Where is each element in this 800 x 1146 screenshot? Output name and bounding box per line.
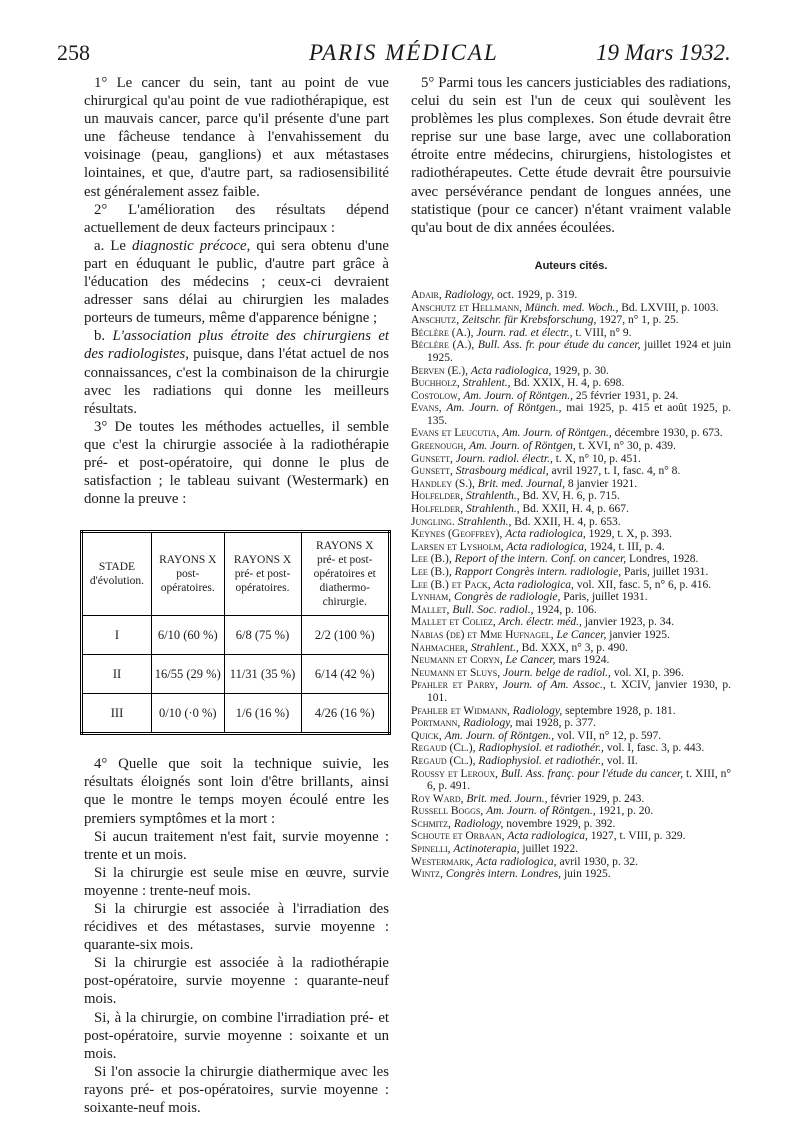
- reference-journal: Acta radiologica,: [493, 578, 574, 591]
- reference-item: [411, 730, 731, 743]
- reference-author: Lee (B.),: [411, 566, 452, 578]
- reference-details: Bd. XXII, H. 4, p. 667.: [522, 503, 629, 516]
- table-cell: 1/6 (16 %): [224, 694, 301, 734]
- reference-journal: Bull. Ass. franç. pour l'étude du cancer,: [500, 767, 684, 780]
- reference-journal: Journ. belge de radiol.,: [502, 666, 611, 679]
- reference-item: [411, 289, 731, 302]
- reference-journal: Bull. Ass. fr. pour étude du cancer,: [477, 339, 641, 352]
- reference-item: [411, 768, 731, 793]
- header-rx-diathermo-title: RAYONS X: [316, 540, 374, 553]
- reference-author: Greenough,: [411, 440, 467, 453]
- reference-item: [411, 402, 731, 427]
- header-rx-pre-post: [224, 532, 301, 616]
- reference-item: [411, 843, 731, 856]
- left-column: [84, 74, 389, 1117]
- header-stade-title: STADE: [98, 561, 136, 574]
- reference-journal: Radiophysiol. et radiothér.,: [478, 754, 604, 767]
- reference-author: Neumann et Coryn,: [411, 654, 503, 667]
- reference-author: Westermark,: [411, 855, 474, 868]
- reference-author: Gunsett,: [411, 452, 453, 465]
- reference-item: [411, 856, 731, 869]
- reference-item: [411, 478, 731, 491]
- reference-journal: Rapport Congrès intern. radiologie,: [454, 566, 622, 578]
- reference-item: [411, 604, 731, 617]
- reference-author: Béclère (A.),: [411, 326, 474, 339]
- reference-item: [411, 679, 731, 704]
- reference-journal: Strahlent.,: [462, 377, 511, 390]
- p3-rest: , qui sera obtenu d'une part en éduquant le public, d'autre part grâce à l'éducation des médecins ; ceux-ci devraient adresser sans délai au chirurgien les malades porteurs de tumeurs, même d'apparence bénigne ;: [84, 237, 389, 327]
- reference-author: Evans,: [411, 402, 442, 415]
- reference-details: 1927, t. VIII, p. 329.: [590, 830, 686, 843]
- reference-author: Nabias (de) et Mme Hufnagel,: [411, 628, 554, 641]
- p4-lead: b.: [94, 328, 113, 345]
- reference-author: Schoute et Orbaan,: [411, 830, 505, 843]
- reference-details: vol. XII, fasc. 5, n° 6, p. 416.: [576, 578, 712, 591]
- reference-details: vol. II.: [606, 754, 638, 767]
- reference-details: juin 1925.: [563, 868, 611, 881]
- reference-author: Nahmacher,: [411, 641, 468, 654]
- reference-details: t. XCIV, janvier 1930, p. 101.: [427, 679, 731, 704]
- reference-details: septembre 1928, p. 181.: [565, 704, 676, 717]
- right-column: [411, 74, 731, 881]
- reference-details: Bd. XV, H. 6, p. 715.: [522, 490, 620, 503]
- reference-author: Costolow,: [411, 389, 461, 402]
- reference-details: avril 1930, p. 32.: [559, 855, 639, 868]
- reference-item: [411, 818, 731, 831]
- reference-details: Bd. LXVIII, p. 1003.: [621, 301, 719, 314]
- reference-details: février 1929, p. 243.: [550, 792, 645, 805]
- reference-item: [411, 579, 731, 592]
- reference-author: Buchholz,: [411, 377, 460, 390]
- reference-item: [411, 541, 731, 554]
- reference-author: Regaud (Cl.),: [411, 742, 476, 755]
- paragraph-8: Si la chirurgie est seule mise en œuvre, survie moyenne : trente-neuf mois.: [84, 864, 389, 899]
- header-rx-diathermo-sub: pré- et post-opératoires et diathermo-chirurgie.: [313, 554, 376, 609]
- reference-journal: Acta radiologica,: [505, 528, 586, 541]
- reference-item: [411, 629, 731, 642]
- reference-author: Larsen et Lysholm,: [411, 540, 504, 553]
- paragraph-2: 2° L'amélioration des résultats dépend actuellement de deux facteurs principaux :: [84, 201, 389, 236]
- table-cell: 4/26 (16 %): [301, 694, 390, 734]
- reference-journal: Actinoterapia,: [453, 843, 520, 856]
- journal-title: PARIS MÉDICAL: [309, 40, 499, 65]
- reference-author: Anschutz,: [411, 314, 460, 327]
- table-cell: 16/55 (29 %): [152, 655, 225, 694]
- paragraph-9: Si la chirurgie est associée à l'irradiation des récidives et des métastases, survie moyenne : quarante-six mois.: [84, 901, 389, 954]
- reference-journal: Congrès de radiologie,: [454, 591, 561, 604]
- reference-details: juillet 1922.: [522, 843, 578, 856]
- header-rx-post-sub: post-opératoires.: [160, 568, 215, 595]
- reference-details: 8 janvier 1921.: [567, 477, 638, 490]
- reference-item: [411, 465, 731, 478]
- reference-details: mai 1925, p. 415 et août 1925, p. 135.: [427, 402, 731, 427]
- table-cell: 6/8 (75 %): [224, 616, 301, 655]
- reference-journal: Bull. Soc. radiol.,: [452, 603, 534, 616]
- reference-item: [411, 868, 731, 881]
- reference-details: t. X, n° 10, p. 451.: [555, 452, 641, 465]
- reference-journal: Münch. med. Woch.,: [524, 301, 619, 314]
- table-row: [82, 616, 390, 655]
- table-cell: 6/14 (42 %): [301, 655, 390, 694]
- p4-emphasis: L'association plus étroite des chirurgiens et des radiologistes: [84, 328, 390, 363]
- reference-details: t. VIII, n° 9.: [575, 326, 632, 339]
- reference-author: Mallet et Coliez,: [411, 616, 496, 629]
- reference-details: janvier 1925.: [609, 628, 670, 641]
- reference-author: Berven (E.),: [411, 364, 469, 377]
- reference-item: [411, 390, 731, 403]
- reference-journal: Strahlenth.,: [465, 503, 520, 516]
- reference-item: [411, 327, 731, 340]
- reference-author: Russell Boggs,: [411, 805, 484, 818]
- reference-item: [411, 667, 731, 680]
- paragraph-5: 3° De toutes les méthodes actuelles, il semble que c'est la chirurgie associée à la radiothérapie pré- et post-opératoire, qui donne le plus de satisfaction ; le tableau suivant (Westermark) en donne la preuve :: [84, 418, 389, 508]
- reference-item: [411, 566, 731, 579]
- reference-author: Neumann et Sluys,: [411, 666, 501, 679]
- reference-journal: Le Cancer,: [556, 628, 607, 641]
- table-cell: 6/10 (60 %): [152, 616, 225, 655]
- reference-author: Portmann,: [411, 717, 461, 730]
- reference-journal: Am. Journ. of Röntgen.,: [502, 427, 612, 440]
- table-row: [82, 694, 390, 734]
- reference-journal: Am. Journ. of Röntgen.,: [446, 402, 562, 415]
- reference-journal: Am. Journ. of Röntgen.,: [444, 729, 555, 742]
- paragraph-right-1: 5° Parmi tous les cancers justiciables des radiations, celui du sein est l'un de ceux qui soulèvent les problèmes les plus complexes. Son étude devrait être reprise sur une base large, avec une collaboration étroite entre médecins, chirurgiens, histologistes et radiothérapeutes. Cette étude devrait être poursuivie avec persévérance pendant de longues années, une statistique (pour ce cancer) n'étant vraiment valable qu'au bout de dix années écoulées.: [411, 75, 731, 236]
- reference-journal: Acta radiologica,: [476, 855, 557, 868]
- reference-journal: Report of the intern. Conf. on cancer,: [454, 553, 627, 566]
- header-stade-sub: d'évolution.: [89, 575, 145, 588]
- reference-details: novembre 1929, p. 392.: [506, 817, 616, 830]
- reference-item: [411, 616, 731, 629]
- reference-details: oct. 1929, p. 319.: [497, 288, 578, 301]
- reference-journal: Radiology,: [512, 704, 563, 717]
- reference-journal: Radiology,: [444, 288, 495, 301]
- reference-journal: Arch. électr. méd.,: [498, 616, 582, 629]
- reference-item: [411, 453, 731, 466]
- reference-author: Keynes (Geoffrey),: [411, 528, 503, 541]
- reference-details: vol. XI, p. 396.: [613, 666, 684, 679]
- reference-item: [411, 377, 731, 390]
- reference-author: Roussy et Leroux,: [411, 767, 499, 780]
- reference-author: Anschutz et Hellmann,: [411, 301, 523, 314]
- reference-journal: Congrès intern. Londres,: [445, 868, 562, 881]
- paragraph-3: [84, 237, 389, 327]
- reference-details: t. XIII, n° 6, p. 491.: [427, 767, 731, 793]
- paragraph-7: Si aucun traitement n'est fait, survie moyenne : trente et un mois.: [84, 828, 389, 863]
- reference-author: Lynham,: [411, 591, 452, 604]
- reference-journal: Journ. of Am. Assoc.,: [502, 679, 606, 692]
- reference-journal: Radiology,: [463, 717, 513, 730]
- reference-author: Quick,: [411, 729, 442, 742]
- westermark-table: [80, 530, 391, 735]
- reference-journal: Am. Journ. of Röntgen,: [469, 440, 576, 453]
- header-rx-pre-post-sub: pré- et post-opératoires.: [234, 568, 291, 595]
- reference-details: avril 1927, t. I, fasc. 4, n° 8.: [551, 465, 681, 478]
- reference-journal: Le Cancer,: [505, 654, 556, 667]
- reference-author: Holfelder,: [411, 503, 464, 516]
- p3-lead: a. Le: [94, 237, 133, 254]
- reference-details: vol. VII, n° 12, p. 597.: [557, 729, 662, 742]
- reference-journal: Am. Journ. of Röntgen.,: [463, 389, 573, 402]
- reference-author: Béclère (A.),: [411, 339, 475, 352]
- authors-heading: Auteurs cités.: [534, 259, 608, 272]
- reference-item: [411, 591, 731, 604]
- reference-item: [411, 490, 731, 503]
- reference-item: [411, 755, 731, 768]
- paragraph-4: [84, 327, 389, 417]
- reference-item: [411, 830, 731, 843]
- reference-item: [411, 516, 731, 529]
- reference-details: décembre 1930, p. 673.: [614, 427, 723, 440]
- reference-journal: Acta radiologica,: [470, 364, 552, 377]
- reference-details: 1924, t. III, p. 4.: [589, 540, 665, 553]
- reference-journal: Strahlenth.,: [465, 490, 520, 503]
- reference-author: Lee (B.),: [411, 553, 452, 566]
- header-rx-diathermo: [301, 532, 390, 616]
- paragraph-10: Si la chirurgie est associée à la radiothérapie post-opératoire, survie moyenne : quarante-neuf mois.: [84, 955, 389, 1008]
- reference-journal: Acta radiologica,: [506, 540, 587, 553]
- p3-emphasis: diagnostic précoce: [132, 237, 247, 254]
- reference-journal: Strasbourg médical,: [455, 465, 549, 478]
- header-stade: [82, 532, 152, 616]
- reference-item: [411, 654, 731, 667]
- reference-item: [411, 742, 731, 755]
- reference-item: [411, 314, 731, 327]
- reference-item: [411, 440, 731, 453]
- reference-item: [411, 805, 731, 818]
- reference-author: Pfahler et Widmann,: [411, 704, 510, 717]
- page-number: 258: [57, 40, 90, 65]
- reference-details: 1924, p. 106.: [536, 603, 597, 616]
- reference-details: juillet 1924 et juin 1925.: [427, 339, 732, 364]
- paragraph-1: 1° Le cancer du sein, tant au point de vue chirurgical qu'au point de vue radiothérapique, est un mauvais cancer, parce qu'il présente d'une part une fâcheuse tendance à l'envahissement du voisinage (peau, ganglions) et aux métastases lointaines, et que, d'autre part, sa radiosensibilité est généralement assez faible.: [84, 75, 389, 200]
- reference-author: Regaud (Cl.),: [411, 754, 476, 767]
- reference-details: janvier 1923, p. 34.: [584, 616, 675, 629]
- reference-details: Bd. XXII, H. 4, p. 653.: [514, 515, 621, 528]
- reference-details: Bd. XXX, n° 3, p. 490.: [521, 641, 628, 654]
- reference-journal: Strahlenth.,: [457, 515, 512, 528]
- reference-details: 1929, p. 30.: [554, 364, 609, 377]
- reference-details: 1929, t. X, p. 393.: [588, 528, 672, 541]
- reference-author: Handley (S.),: [411, 477, 475, 490]
- table-cell: II: [82, 655, 152, 694]
- reference-journal: Journ. rad. et électr.,: [476, 326, 573, 339]
- reference-item: [411, 705, 731, 718]
- reference-details: mars 1924.: [558, 654, 610, 667]
- p4-rest: , puisque, dans l'état actuel de nos connaissances, c'est la combinaison de la chirurgie avec les radiations qui donne les meilleurs résultats.: [84, 346, 389, 417]
- table-header-row: [82, 532, 390, 616]
- header-rx-post-title: RAYONS X: [159, 554, 217, 567]
- reference-details: Londres, 1928.: [629, 553, 699, 566]
- reference-details: t. XVI, n° 30, p. 439.: [578, 440, 676, 453]
- reference-item: [411, 553, 731, 566]
- reference-author: Spinelli,: [411, 843, 451, 856]
- reference-item: [411, 427, 731, 440]
- reference-item: [411, 528, 731, 541]
- reference-details: 1927, n° 1, p. 25.: [599, 314, 679, 327]
- table-cell: 2/2 (100 %): [301, 616, 390, 655]
- reference-journal: Zeitschr. für Krebsforschung,: [461, 314, 597, 327]
- table-cell: III: [82, 694, 152, 734]
- reference-author: Pfahler et Parry,: [411, 679, 499, 692]
- reference-author: Jungling.: [411, 515, 455, 528]
- reference-item: [411, 642, 731, 655]
- reference-details: 25 février 1931, p. 24.: [575, 389, 679, 402]
- reference-details: 1921, p. 20.: [598, 805, 654, 818]
- reference-list: [411, 289, 731, 881]
- reference-author: Holfelder,: [411, 490, 464, 503]
- reference-item: [411, 503, 731, 516]
- reference-details: Bd. XXIX, H. 4, p. 698.: [513, 377, 625, 390]
- reference-journal: Radiology,: [453, 817, 504, 830]
- reference-author: Wintz,: [411, 868, 443, 881]
- reference-author: Gunsett,: [411, 465, 453, 478]
- reference-item: [411, 339, 731, 364]
- reference-author: Mallet,: [411, 603, 450, 616]
- reference-author: Adair,: [411, 288, 442, 301]
- reference-details: Paris, juillet 1931.: [623, 566, 709, 578]
- reference-item: [411, 302, 731, 315]
- reference-journal: Am. Journ. of Röntgen.,: [486, 805, 596, 818]
- issue-date: 19 Mars 1932.: [596, 40, 731, 65]
- reference-journal: Brit. med. Journ.,: [466, 792, 548, 805]
- paragraph-6: 4° Quelle que soit la technique suivie, les résultats éloignés sont loin d'être brillants, ainsi que le montre le temps moyen écoulé entre les premiers symptômes et la mort :: [84, 756, 389, 827]
- reference-author: Roy Ward,: [411, 792, 464, 805]
- paragraph-12: Si l'on associe la chirurgie diathermique avec les rayons pré- et pos-opératoires, survie moyenne : soixante-neuf mois.: [84, 1063, 389, 1117]
- reference-journal: Journ. radiol. électr.,: [455, 452, 553, 465]
- reference-details: mai 1928, p. 377.: [515, 717, 597, 730]
- reference-author: Evans et Leucutia,: [411, 427, 500, 440]
- table-row: [82, 655, 390, 694]
- reference-author: Lee (B.) et Pack,: [411, 578, 491, 591]
- reference-journal: Acta radiologica,: [507, 830, 588, 843]
- table-cell: 0/10 (·0 %): [152, 694, 225, 734]
- reference-item: [411, 793, 731, 806]
- reference-details: Paris, juillet 1931.: [563, 591, 648, 604]
- header-rx-post: [152, 532, 225, 616]
- header-rx-pre-post-title: RAYONS X: [233, 554, 292, 567]
- paragraph-11: Si, à la chirurgie, on combine l'irradiation pré- et post-opératoire, survie moyenne : soixante et un mois.: [84, 1009, 389, 1062]
- reference-journal: Strahlent.,: [470, 641, 519, 654]
- table-cell: I: [82, 616, 152, 655]
- reference-item: [411, 717, 731, 730]
- reference-author: Schmitz,: [411, 817, 451, 830]
- table-cell: 11/31 (35 %): [224, 655, 301, 694]
- reference-details: vol. I, fasc. 3, p. 443.: [606, 742, 705, 755]
- reference-journal: Radiophysiol. et radiothér.,: [478, 742, 604, 755]
- reference-item: [411, 365, 731, 378]
- reference-journal: Brit. med. Journal,: [477, 477, 565, 490]
